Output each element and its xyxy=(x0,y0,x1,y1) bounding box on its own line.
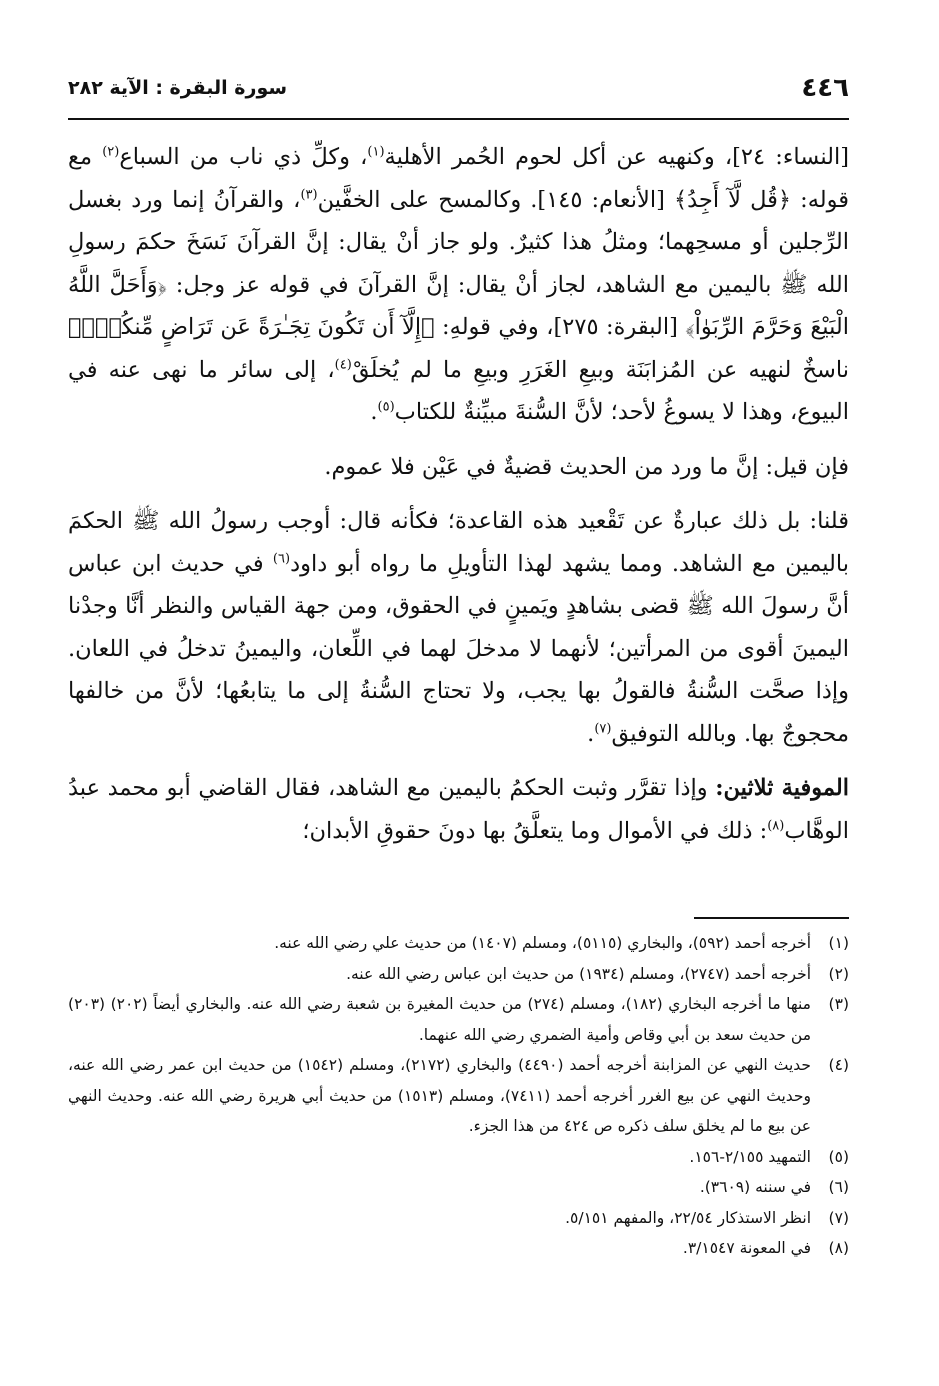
footnote-number: (٨) xyxy=(828,1239,849,1257)
footnote-text: أخرجه أحمد (٢٧٤٧)، ومسلم (١٩٣٤) من حديث ابن عباس رضي الله عنه. xyxy=(346,964,811,983)
text-segment: . xyxy=(587,720,595,747)
text-segment: في حديث ابن عباس أنَّ رسولَ الله ﷺ قضى بشاهدٍ ويَمينٍ في الحقوق، ومن جهة القياس والنظر أنَّا وجدْنا اليمينَ أقوى من المرأتين؛ لأنهما لا مدخلَ لهما في اللِّعان، واليمينُ تدخلُ في اللعان. وإذا صحَّت السُّنةُ فالقولُ بها يجب، ولا تحتاج السُّنةُ إلى ما يتابعُها؛ لأنَّ من خالفها محجوجٌ بها. وبالله التوفيق xyxy=(68,550,849,747)
page-number: ٤٤٦ xyxy=(801,73,849,103)
footnote-text: في سننه (٣٦٠٩). xyxy=(699,1178,811,1196)
footnote-6 xyxy=(68,1172,849,1203)
paragraph-2: فإن قيل: إنَّ ما ورد من الحديث قضيةٌ في عَيْن فلا عموم. xyxy=(324,453,849,480)
footnote-text: حديث النهي عن المزابنة أخرجه أحمد (٤٤٩٠) والبخاري (٢١٧٢)، ومسلم (١٥٤٢) من حديث ابن عمر رضي الله عنه، وحديث النهي عن بيع الغرر أخرجه أحمد (٧٤١١)، ومسلم (١٥١٣) من حديث أبي هريرة رضي الله عنه. وحديث النهي عن بيع ما لم يخلق سلف ذكره ص ٤٢٤ من هذا الجزء. xyxy=(68,1056,811,1135)
footnote-number: (٤) xyxy=(828,1056,849,1074)
footnote-ref-2: (٢) xyxy=(102,144,120,160)
text-segment: ، إلى سائر ما نهى عنه في البيوع، وهذا لا يسوغُ لأحد؛ لأنَّ السُّنةَ مبيِّنةٌ للكتاب xyxy=(68,356,849,425)
paragraph-4 xyxy=(68,767,849,852)
footnote-2 xyxy=(68,959,849,990)
footnote-text: أخرجه أحمد (٥٩٢)، والبخاري (٥١١٥)، ومسلم (١٤٠٧) من حديث علي رضي الله عنه. xyxy=(274,934,811,952)
footnote-ref-4: (٤) xyxy=(334,357,352,372)
footnote-3 xyxy=(68,989,849,1050)
footnote-number: (٢) xyxy=(828,964,849,983)
footnote-number: (١) xyxy=(828,934,849,952)
text-segment: : ذلك في الأموال وما يتعلَّقُ بها دونَ حقوقِ الأبدان؛ xyxy=(302,817,768,844)
text-segment: مع قوله: ﴿قُل لَّآ أَجِدُ﴾ [الأنعام: ١٤٥]. وكالمسح على الخفَّين xyxy=(68,144,849,213)
text-segment: [النساء: ٢٤]، وكنهيه عن أكل لحوم الحُمر الأهلية xyxy=(384,144,849,170)
footnote-number: (٦) xyxy=(828,1178,849,1196)
footnote-ref-8: (٨) xyxy=(767,818,785,833)
section-lead: الموفية ثلاثين: xyxy=(715,775,849,801)
paragraph-1 xyxy=(68,136,849,434)
footnote-text: التمهيد ٢/١٥٥-١٥٦. xyxy=(689,1147,811,1166)
book-page xyxy=(68,0,849,1386)
text-segment: ، والقرآنُ إنما ورد بغسل الرِّجلين أو مسحِهما؛ ومثلُ هذا كثيرٌ. ولو جاز أنْ يقال: إنَّ القرآنَ نَسَخَ حكمَ رسولِ الله ﷺ باليمين مع الشاهد، لجاز أنْ يقال: إنَّ القرآنَ في قوله عز وجل: ﴿وَأَحَلَّ اللَّهُ الْبَيْعَ وَحَرَّمَ الرِّبَوٰاْ﴾ [البقرة: ٢٧٥]، وفي قولهِ: ﴿إِلَّآ أَن تَكُونَ تِجَـٰرَةً عَن تَرَاضٍ مِّنكُمْۚ﴾ ناسخٌ لنهيه عن المُزابَنَة وبيعِ الغَرَرِ وبيعِ ما لم يُخلَقْ xyxy=(68,186,849,383)
paragraph-3 xyxy=(68,500,849,755)
footnotes xyxy=(68,928,849,1264)
footnote-1 xyxy=(68,928,849,959)
footnote-text: منها ما أخرجه البخاري (١٨٢)، ومسلم (٢٧٤) من حديث المغيرة بن شعبة رضي الله عنه. والبخاري أيضاً (٢٠٢) (٢٠٣) من حديث سعد بن أبي وقاص وأمية الضمري رضي الله عنهما. xyxy=(68,995,811,1044)
footnote-5 xyxy=(68,1142,849,1173)
footnote-text: انظر الاستذكار ٢٢/٥٤، والمفهم ٥/١٥١. xyxy=(565,1208,811,1227)
footnote-text: في المعونة ٣/١٥٤٧. xyxy=(682,1239,811,1257)
footnote-number: (٥) xyxy=(828,1147,849,1166)
running-title: سورة البقرة : الآية ٢٨٢ xyxy=(68,77,288,99)
footnote-7 xyxy=(68,1203,849,1234)
footnote-8 xyxy=(68,1233,849,1264)
footnote-number: (٧) xyxy=(828,1208,849,1227)
text-segment: ، وكلِّ ذي ناب من السباع xyxy=(119,144,368,170)
page-header xyxy=(68,68,849,108)
text-segment: قلنا: بل ذلك عبارةٌ عن تَقْعيد هذه القاعدة؛ فكأنه قال: أوجب رسولُ الله ﷺ الحكمَ باليمين مع الشاهد. ومما يشهد لهذا التأويلِ ما رواه أبو داود xyxy=(68,508,849,577)
footnote-ref-3: (٣) xyxy=(300,187,318,202)
main-text xyxy=(68,136,849,852)
footnote-ref-5: (٥) xyxy=(377,399,395,415)
footnote-rule xyxy=(694,917,849,919)
footnote-ref-1: (١) xyxy=(367,144,385,160)
header-rule xyxy=(68,118,849,120)
text-segment: . xyxy=(370,399,378,425)
footnote-ref-7: (٧) xyxy=(594,721,612,736)
footnote-number: (٣) xyxy=(828,995,849,1013)
footnote-ref-6: (٦) xyxy=(272,551,291,566)
footnote-4 xyxy=(68,1050,849,1142)
text-segment: وإذا تقرَّر وثبت الحكمُ باليمين مع الشاهد، فقال القاضي أبو محمد عبدُ الوهَّاب xyxy=(68,775,849,844)
